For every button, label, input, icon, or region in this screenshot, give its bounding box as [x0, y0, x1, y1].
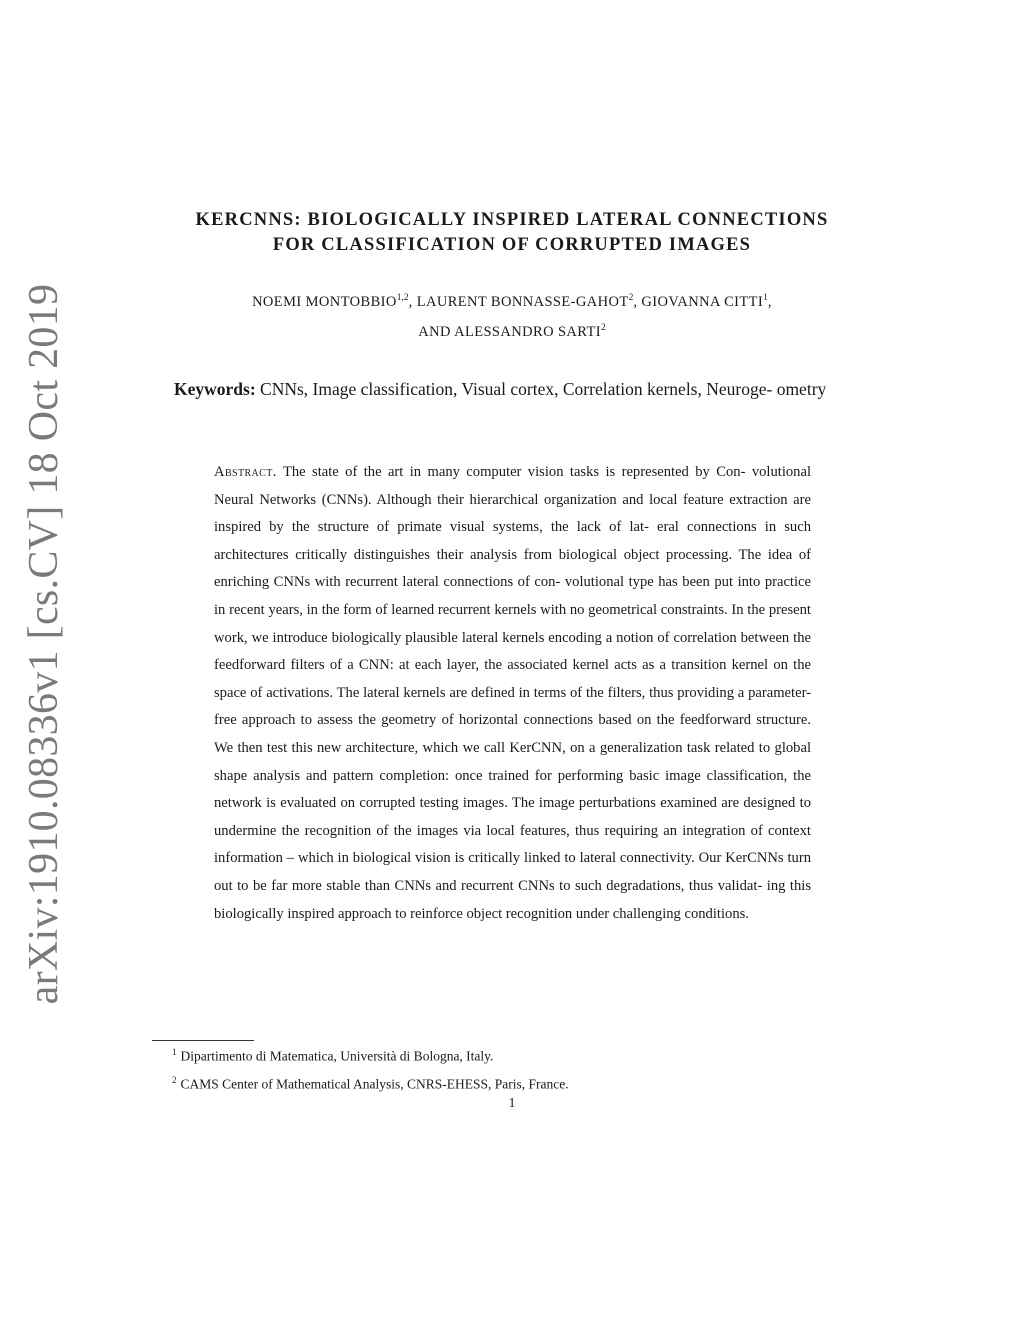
author-citti: , GIOVANNA CITTI	[633, 293, 764, 310]
keywords-text: CNNs, Image classification, Visual cortex, Correlation kernels, Neuroge- ometry	[260, 379, 827, 399]
footnote-divider	[152, 1040, 254, 1041]
arxiv-identifier-stamp	[20, 283, 68, 1005]
footnote-text: CAMS Center of Mathematical Analysis, CNRS-EHESS, Paris, France.	[180, 1076, 569, 1092]
author-separator: ,	[767, 293, 772, 310]
footnote-mark: 1	[172, 1047, 177, 1057]
author-list	[150, 285, 874, 345]
affiliation-mark: 2	[601, 322, 606, 333]
affiliation-mark: 2	[628, 293, 634, 303]
title-line-2: FOR CLASSIFICATION OF CORRUPTED IMAGES	[272, 235, 752, 255]
footnote-2	[172, 1071, 569, 1094]
abstract-label: Abstract.	[214, 464, 277, 480]
keywords-section	[152, 373, 872, 406]
footnote-1	[172, 1043, 493, 1066]
footnote-mark: 2	[172, 1075, 177, 1085]
affiliation-mark: 1,2	[396, 293, 409, 303]
footnote-text: Dipartimento di Matematica, Università di Bologna, Italy.	[180, 1048, 494, 1064]
keywords-label: Keywords:	[174, 379, 256, 399]
paper-title	[150, 208, 874, 258]
arxiv-id-text: arXiv:1910.08336v1 [cs.CV] 18 Oct 2019	[21, 283, 67, 1005]
page-number: 1	[508, 1095, 516, 1110]
title-line-1: KERCNNS: BIOLOGICALLY INSPIRED LATERAL CONNECTIONS	[195, 210, 829, 230]
author-line-2	[150, 315, 874, 345]
author-bonnasse-gahot: , LAURENT BONNASSE-GAHOT	[408, 293, 629, 310]
affiliation-mark: 1	[763, 293, 768, 303]
abstract-section	[214, 459, 811, 928]
author-line-1	[150, 285, 874, 315]
author-sarti: AND ALESSANDRO SARTI	[418, 323, 601, 340]
abstract-text: The state of the art in many computer vision tasks is represented by Con- volutional Neural Networks (CNNs). Although their hierarchical organization and local feature extraction are inspired by the structure of primate visual systems, the lack of lat- eral connections in such architectures critically distinguishes their analysis from biological object processing. The idea of enriching CNNs with recurrent lateral connections of con- volutional type has been put into practice in recent years, in the form of learned recurrent kernels with no geometrical constraints. In the present work, we introduce biologically plausible lateral kernels encoding a notion of correlation between the feedforward filters of a CNN: at each layer, the associated kernel acts as a transition kernel on the space of activations. The lateral kernels are defined in terms of the filters, thus providing a parameter-free approach to assess the geometry of horizontal connections based on the feedforward structure. We then test this new architecture, which we call KerCNN, on a generalization task related to global shape analysis and pattern completion: once trained for performing basic image classification, the network is evaluated on corrupted testing images. The image perturbations examined are designed to undermine the recognition of the images via local features, thus requiring an integration of context information – which in biological vision is critically linked to lateral connectivity. Our KerCNNs turn out to be far more stable than CNNs and recurrent CNNs to such degradations, thus validat- ing this biologically inspired approach to reinforce object recognition under challenging conditions.	[214, 464, 811, 922]
author-montobbio: NOEMI MONTOBBIO	[252, 293, 397, 310]
